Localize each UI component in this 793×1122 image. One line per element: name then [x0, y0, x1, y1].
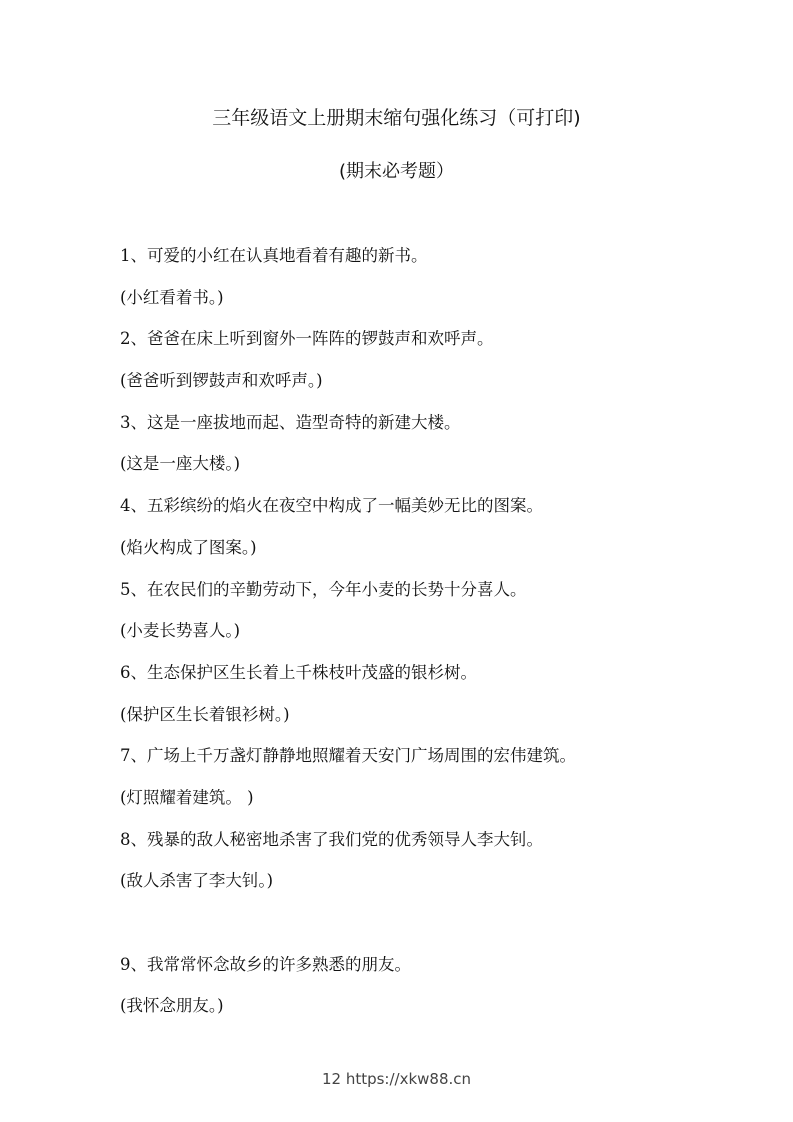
answer-6: (保护区生长着银衫树。): [120, 704, 290, 724]
question-8: 8、残暴的敌人秘密地杀害了我们党的优秀领导人李大钊。: [120, 829, 543, 849]
question-2: 2、爸爸在床上听到窗外一阵阵的锣鼓声和欢呼声。: [120, 329, 494, 349]
answer-9: (我怀念朋友。): [120, 996, 224, 1016]
question-6: 6、生态保护区生长着上千株枝叶茂盛的银杉树。: [120, 662, 477, 682]
question-4: 4、五彩缤纷的焰火在夜空中构成了一幅美妙无比的图案。: [120, 496, 543, 516]
answer-7: (灯照耀着建筑。 ): [120, 787, 254, 807]
answer-3: (这是一座大楼。): [120, 454, 241, 474]
document-title: 三年级语文上册期末缩句强化练习（可打印): [212, 107, 581, 129]
answer-2: (爸爸听到锣鼓声和欢呼声。): [120, 371, 323, 391]
answer-1: (小红看着书。): [120, 287, 224, 307]
question-5: 5、在农民们的辛勤劳动下，今年小麦的长势十分喜人。: [120, 579, 527, 599]
exercise-list: [120, 235, 740, 1027]
document-subtitle: (期末必考题）: [338, 161, 455, 182]
question-1: 1、可爱的小红在认真地看着有趣的新书。: [120, 246, 428, 265]
question-3: 3、这是一座拔地而起、造型奇特的新建大楼。: [120, 412, 461, 432]
answer-8: (敌人杀害了李大钊。): [120, 871, 274, 891]
answer-4: (焰火构成了图案。): [120, 537, 257, 557]
question-9: 9、我常常怀念故乡的许多熟悉的朋友。: [120, 954, 411, 974]
answer-5: (小麦长势喜人。): [120, 621, 241, 641]
question-7: 7、广场上千万盏灯静静地照耀着天安门广场周围的宏伟建筑。: [120, 746, 576, 766]
page-footer: 12 https://xkw88.cn: [321, 1070, 472, 1088]
